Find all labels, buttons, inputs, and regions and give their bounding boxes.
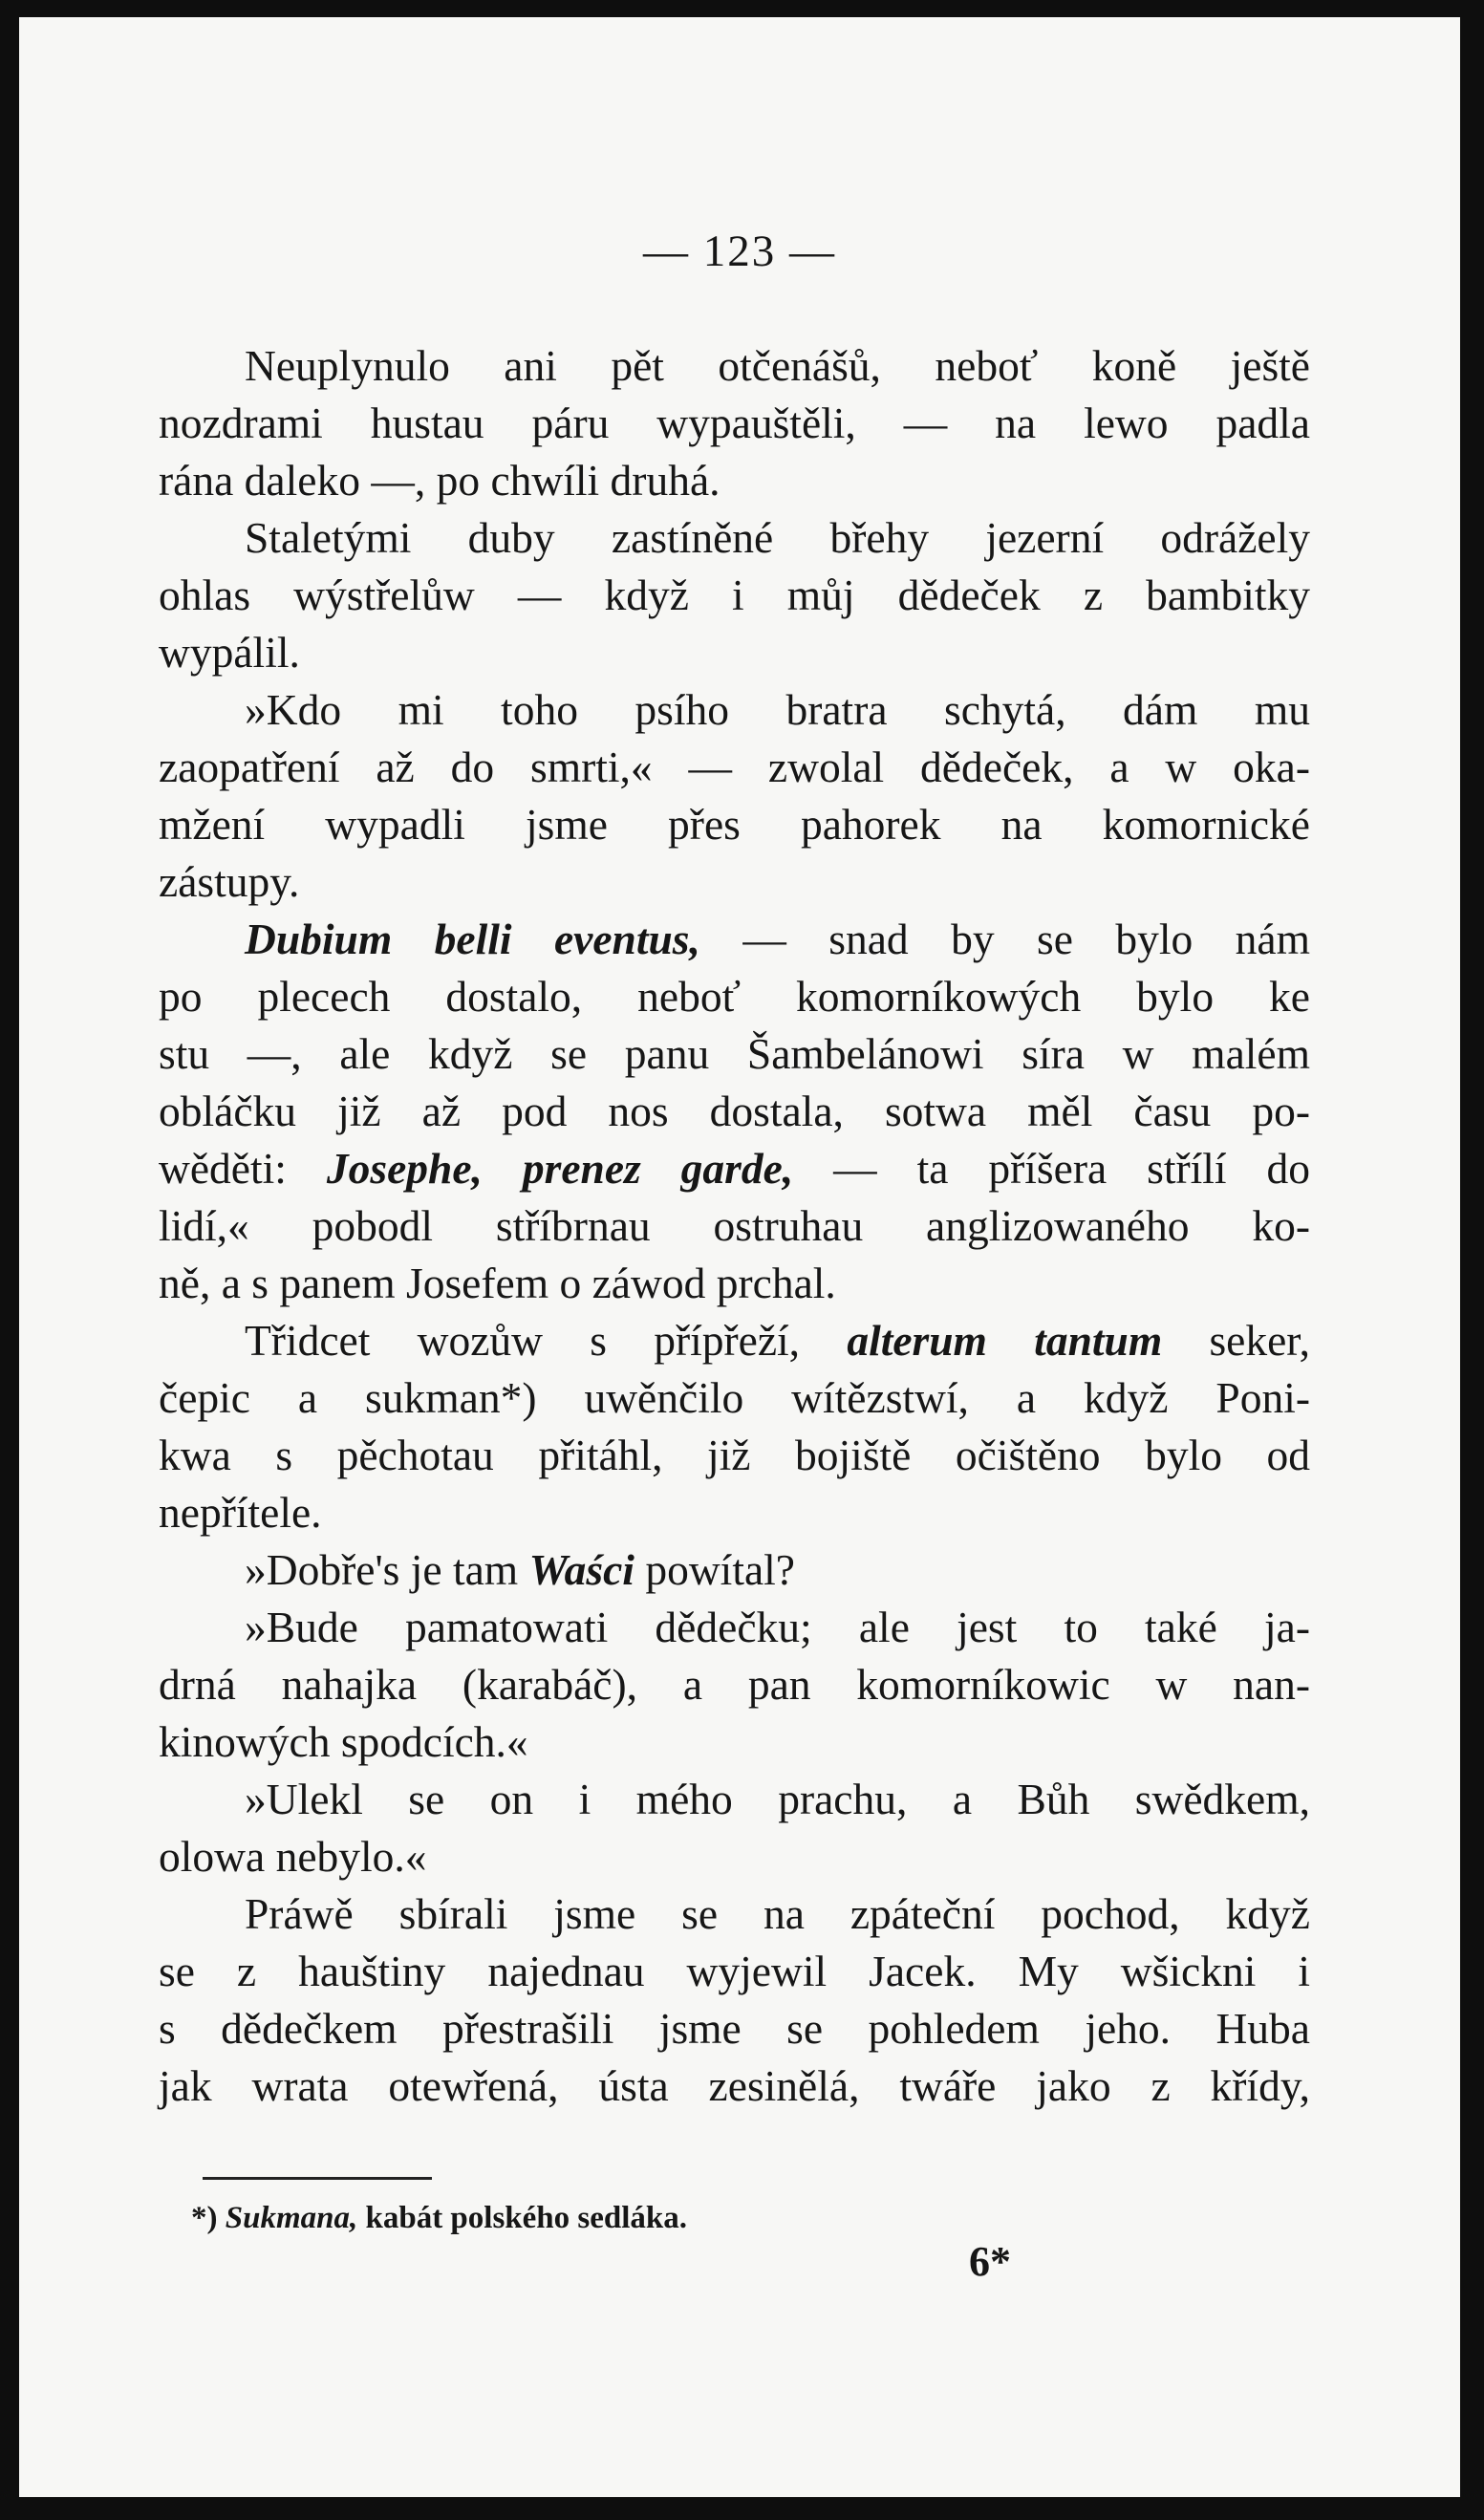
- text-line: zaopatření až do smrti,« — zwolal dědeček, a w oka-: [159, 743, 1310, 791]
- latin-phrase: Dubium belli eventus,: [245, 915, 700, 963]
- footnote-text: kabát polského sedláka.: [357, 2201, 688, 2235]
- text-line: »Ulekl se on i mého prachu, a Bůh swědkem,: [245, 1775, 1310, 1823]
- polish-word: Waści: [528, 1545, 634, 1594]
- footnote-term: Sukmana,: [225, 2201, 358, 2235]
- signature-mark: 6*: [969, 2238, 1011, 2285]
- book-page: [19, 17, 1460, 2497]
- text-line: po plecech dostalo, neboť komorníkowých bylo ke: [159, 972, 1310, 1021]
- footnote-divider: [203, 2177, 432, 2180]
- text-line: kinowých spodcích.«: [159, 1717, 528, 1766]
- footnote-mark: *): [191, 2201, 218, 2235]
- text-line: wěděti: Josephe, prenez garde, — ta příšera střílí do: [159, 1144, 1310, 1193]
- text-line: wypálil.: [159, 628, 300, 677]
- text-line: olowa nebylo.«: [159, 1832, 427, 1881]
- text-line: se z hauštiny najednau wyjewil Jacek. My wšickni i: [159, 1947, 1310, 1995]
- text-line: nozdrami hustau páru wypauštěli, — na lewo padla: [159, 398, 1310, 447]
- text-line: mžení wypadli jsme přes pahorek na komornické: [159, 800, 1310, 849]
- page-number: — 123 —: [643, 226, 836, 276]
- text-line: Dubium belli eventus, — snad by se bylo nám: [245, 915, 1311, 963]
- text-line: obláčku již až pod nos dostala, sotwa měl času po-: [159, 1087, 1310, 1135]
- text-line: drná nahajka (karabáč), a pan komorníkowic w nan-: [159, 1660, 1310, 1709]
- text-line: Staletými duby zastíněné břehy jezerní odrážely: [245, 513, 1310, 562]
- text-line: čepic a sukman*) uwěnčilo wítězstwí, a když Poni-: [159, 1373, 1310, 1422]
- footnote: [191, 2201, 687, 2236]
- text-line: rána daleko —, po chwíli druhá.: [159, 456, 720, 505]
- text-line: »Kdo mi toho psího bratra schytá, dám mu: [245, 685, 1310, 734]
- text-line: s dědečkem přestrašili jsme se pohledem jeho. Huba: [159, 2004, 1310, 2053]
- text-line: stu —, ale když se panu Šambelánowi síra w malém: [159, 1029, 1310, 1078]
- text-line: ně, a s panem Josefem o záwod prchal.: [159, 1259, 836, 1307]
- text-line: Třidcet wozůw s přípřeží, alterum tantum seker,: [245, 1316, 1311, 1365]
- text-line: zástupy.: [159, 857, 300, 906]
- latin-phrase: alterum tantum: [847, 1316, 1163, 1365]
- text-line: lidí,« pobodl stříbrnau ostruhau anglizowaného ko-: [159, 1201, 1310, 1250]
- text-line: Neuplynulo ani pět otčenášů, neboť koně ještě: [245, 341, 1310, 390]
- text-line: »Bude pamatowati dědečku; ale jest to také ja-: [245, 1603, 1310, 1651]
- text-line: Práwě sbírali jsme se na zpáteční pochod, když: [245, 1889, 1310, 1938]
- french-phrase: Josephe, prenez garde,: [326, 1144, 794, 1193]
- text-line: jak wrata otewřená, ústa zesinělá, twáře jako z křídy,: [159, 2061, 1310, 2110]
- text-line: ohlas wýstřelůw — když i můj dědeček z bambitky: [159, 571, 1310, 619]
- text-line: nepřítele.: [159, 1488, 322, 1537]
- text-line: »Dobře's je tam Waści powítal?: [245, 1545, 795, 1594]
- text-line: kwa s pěchotau přitáhl, již bojiště očištěno bylo od: [159, 1431, 1310, 1479]
